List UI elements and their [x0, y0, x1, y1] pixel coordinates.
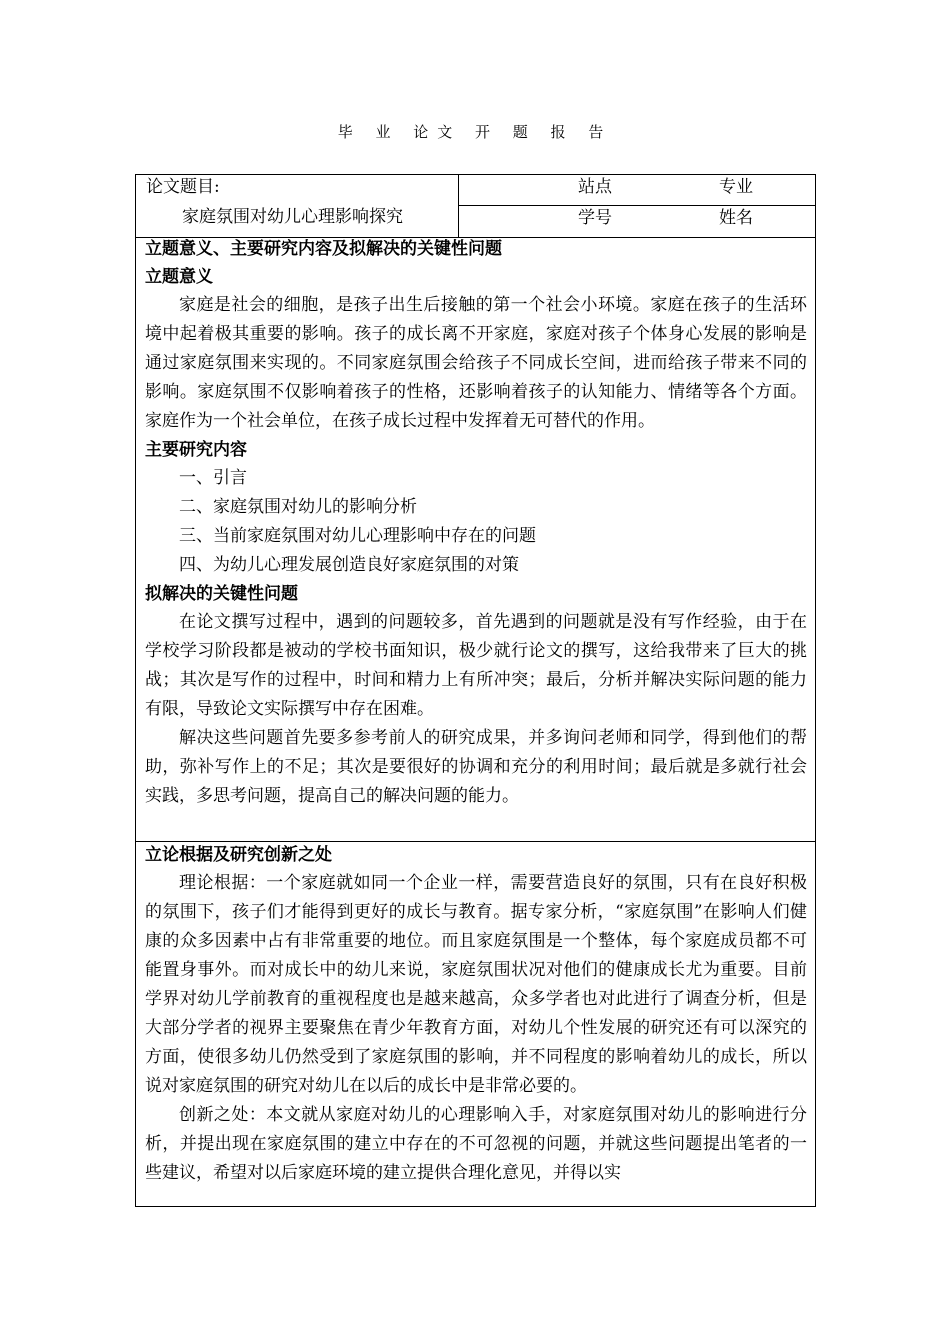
- content-heading: 主要研究内容: [145, 440, 247, 460]
- section2-heading: 立论根据及研究创新之处: [145, 845, 332, 865]
- significance-heading: 立题意义: [145, 267, 213, 287]
- report-table: [135, 174, 816, 1207]
- student-id-label: 学号: [578, 208, 612, 228]
- content-item: 二、家庭氛围对幼儿的影响分析: [179, 497, 417, 517]
- section-significance-content: [145, 235, 807, 811]
- problems-paragraph: 在论文撰写过程中，遇到的问题较多，首先遇到的问题就是没有写作经验，由于在学校学习阶段都是被动的学校书面知识，极少就行论文的撰写，这给我带来了巨大的挑战；其次是写作的过程中，时间和精力上有所冲突；最后，分析并解决实际问题的能力有限，导致论文实际撰写中存在困难。: [145, 612, 807, 719]
- solutions-paragraph: 解决这些问题首先要多参考前人的研究成果，并多询问老师和同学，得到他们的帮助，弥补写作上的不足；其次是要很好的协调和充分的利用时间；最后就是多就行社会实践，多思考问题，提高自己的解决问题的能力。: [145, 728, 807, 806]
- significance-paragraph: 家庭是社会的细胞，是孩子出生后接触的第一个社会小环境。家庭在孩子的生活环境中起着极其重要的影响。孩子的成长离不开家庭，家庭对孩子个体身心发展的影响是通过家庭氛围来实现的。不同家庭氛围会给孩子不同成长空间，进而给孩子带来不同的影响。家庭氛围不仅影响着孩子的性格，还影响着孩子的认知能力、情绪等各个方面。家庭作为一个社会单位，在孩子成长过程中发挥着无可替代的作用。: [145, 295, 807, 431]
- innovation-paragraph: 创新之处：本文就从家庭对幼儿的心理影响入手，对家庭氛围对幼儿的影响进行分析，并提出现在家庭氛围的建立中存在的不可忽视的问题，并就这些问题提出笔者的一些建议，希望对以后家庭环境的建立提供合理化意见，并得以实: [145, 1105, 807, 1183]
- section1-heading: 立题意义、主要研究内容及拟解决的关键性问题: [145, 239, 502, 259]
- thesis-title-label: 论文题目:: [146, 177, 220, 197]
- content-item: 三、当前家庭氛围对幼儿心理影响中存在的问题: [179, 526, 536, 546]
- problems-heading: 拟解决的关键性问题: [145, 584, 298, 604]
- name-label: 姓名: [719, 208, 753, 228]
- content-item: 四、为幼儿心理发展创造良好家庭氛围的对策: [179, 555, 519, 575]
- header-divider-mid: [458, 205, 816, 206]
- section-basis-content: [145, 841, 807, 1206]
- document-title: 毕 业 论文 开 题 报 告: [337, 123, 613, 141]
- header-divider-vertical: [458, 175, 459, 237]
- thesis-title: 家庭氛围对幼儿心理影响探究: [182, 207, 403, 227]
- content-item: 一、引言: [179, 468, 247, 488]
- major-label: 专业: [719, 177, 753, 197]
- station-label: 站点: [578, 177, 612, 197]
- basis-paragraph: 理论根据：一个家庭就如同一个企业一样，需要营造良好的氛围，只有在良好积极的氛围下，孩子们才能得到更好的成长与教育。据专家分析，“家庭氛围”在影响人们健康的众多因素中占有非常重要的地位。而且家庭氛围是一个整体，每个家庭成员都不可能置身事外。而对成长中的幼儿来说，家庭氛围状况对他们的健康成长尤为重要。目前学界对幼儿学前教育的重视程度也是越来越高，众多学者也对此进行了调查分析，但是大部分学者的视界主要聚焦在青少年教育方面，对幼儿个性发展的研究还有可以深究的方面，使很多幼儿仍然受到了家庭氛围的影响，并不同程度的影响着幼儿的成长，所以说对家庭氛围的研究对幼儿在以后的成长中是非常必要的。: [145, 873, 807, 1096]
